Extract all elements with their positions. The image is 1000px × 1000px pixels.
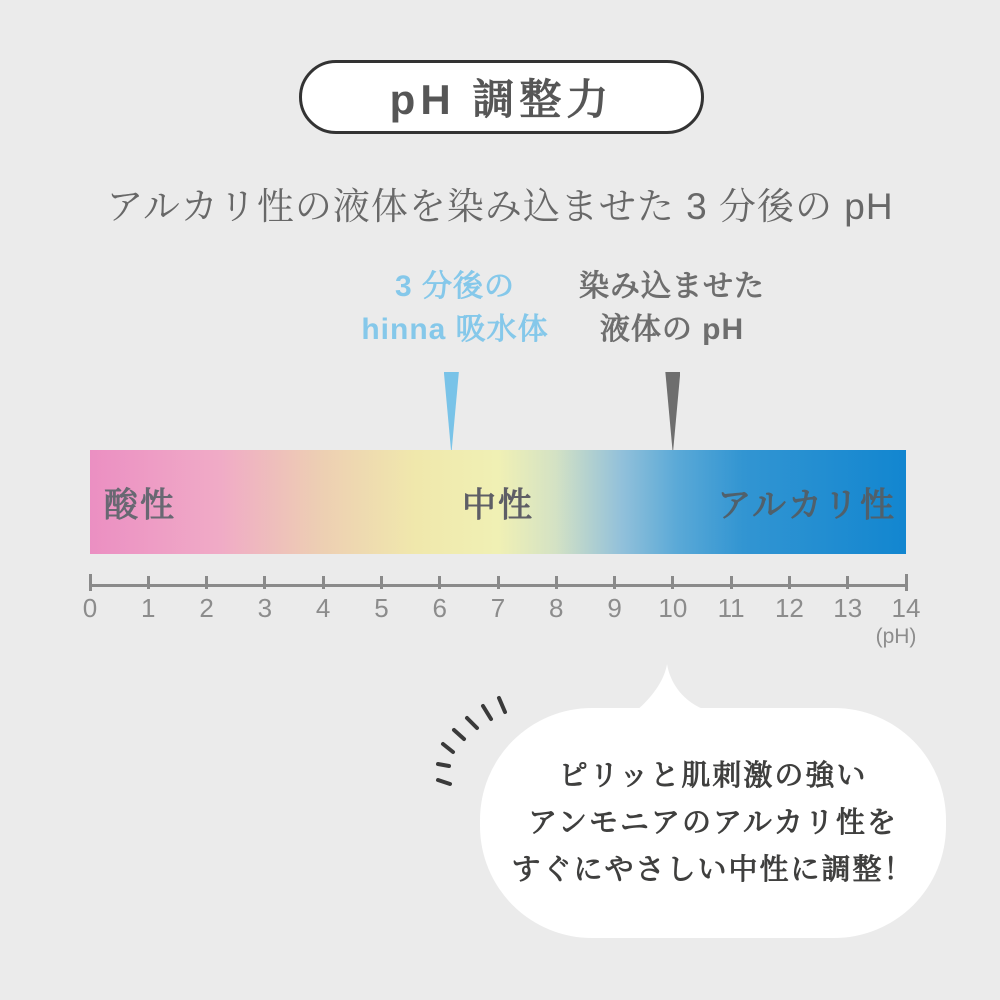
needle-liquid-icon: [665, 372, 680, 454]
zone-label-acid: 酸性: [104, 486, 176, 525]
scale-tick: [263, 576, 266, 589]
scale-tick: [671, 576, 674, 589]
ph-gradient-bar: [90, 450, 906, 554]
annotation-liquid: [542, 265, 802, 351]
annotation-hinna-line2: hinna 吸水体: [361, 313, 549, 346]
scale-tick: [730, 576, 733, 589]
scale-tick-label: 4: [315, 593, 331, 623]
bubble-line-2: アンモニアのアルカリ性を: [528, 806, 898, 839]
scale-tick-label: 0: [82, 593, 98, 623]
scale-tick: [89, 574, 92, 591]
scale-tick: [846, 576, 849, 589]
subtitle: アルカリ性の液体を染み込ませた 3 分後の pH: [106, 186, 894, 227]
scale-tick: [555, 576, 558, 589]
scale-tick-label: 10: [658, 593, 688, 623]
scale-tick-label: 1: [141, 593, 156, 623]
scale-tick: [613, 576, 616, 589]
scale-tick-label: 11: [717, 593, 745, 623]
speech-bubble: [480, 708, 946, 938]
scale-tick-label: 6: [432, 593, 447, 623]
scale-tick: [322, 576, 325, 589]
scale-tick: [147, 576, 150, 589]
title-badge-label: pH 調整力: [389, 76, 614, 123]
scale-tick: [438, 576, 441, 589]
scale-tick-label: 13: [833, 593, 863, 623]
annotation-hinna-line1: 3 分後の: [394, 270, 516, 303]
scale-tick: [905, 574, 908, 591]
ph-scale: [82, 571, 921, 661]
annotation-liquid-line2: 液体の pH: [599, 313, 745, 346]
scale-tick: [497, 576, 500, 589]
needle-hinna-icon: [444, 372, 459, 454]
scale-tick-label: 7: [490, 593, 506, 623]
zone-label-neutral: 中性: [462, 486, 534, 525]
scale-tick: [788, 576, 791, 589]
scale-tick: [205, 576, 208, 589]
scale-unit-label: (pH): [875, 625, 917, 648]
scale-tick-label: 2: [199, 593, 214, 623]
bubble-line-1: ピリッと肌刺激の強い: [558, 759, 868, 792]
scale-tick: [380, 576, 383, 589]
title-badge: [299, 60, 704, 134]
scale-tick-label: 12: [774, 593, 804, 623]
bubble-line-3: すぐにやさしい中性に調整！: [511, 853, 915, 886]
zone-label-alkaline: アルカリ性: [717, 486, 896, 525]
scale-tick-label: 8: [549, 593, 564, 623]
annotation-liquid-line1: 染み込ませた: [579, 270, 765, 303]
scale-tick-label: 14: [891, 593, 921, 623]
bubble-tail-icon: [636, 664, 708, 712]
scale-tick-label: 3: [257, 593, 273, 623]
scale-tick-label: 5: [374, 593, 389, 623]
scale-tick-label: 9: [607, 593, 622, 623]
